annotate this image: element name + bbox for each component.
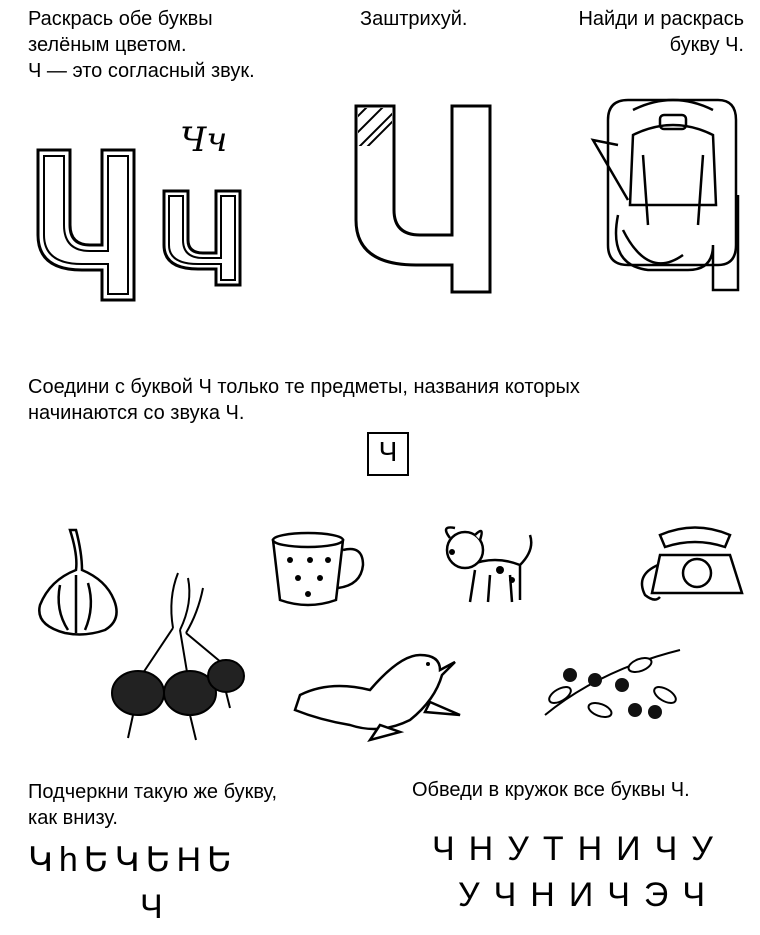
- task3-instruction-line1: Найди и раскрась: [578, 8, 744, 30]
- hatch-letter-che[interactable]: [350, 100, 510, 300]
- task4-instruction-line1: Соедини с буквой Ч только те предметы, названия которых: [28, 376, 580, 398]
- task5-instruction-line2: как внизу.: [28, 807, 118, 829]
- dog-picture[interactable]: [440, 520, 540, 610]
- hidden-letter-picture[interactable]: [588, 95, 758, 295]
- telephone-picture[interactable]: [630, 525, 750, 605]
- letter-box[interactable]: Ч: [367, 432, 409, 476]
- task1-instruction-line3: Ч — это согласный звук.: [28, 60, 255, 82]
- cup-picture[interactable]: [268, 530, 368, 610]
- task6-letter-row-2[interactable]: УЧНИЧЭЧ: [458, 876, 720, 914]
- task5-letter-row[interactable]: ԿhԵԿԵHԵ: [28, 841, 238, 879]
- task6-instruction: Обведи в кружок все буквы Ч.: [412, 779, 690, 801]
- task2-instruction: Заштрихуй.: [360, 8, 468, 30]
- blueberries-picture[interactable]: [540, 640, 690, 730]
- task1-instruction-line2: зелёным цветом.: [28, 34, 187, 56]
- task3-instruction-line2: букву Ч.: [669, 34, 744, 56]
- seal-picture[interactable]: [290, 640, 470, 740]
- task6-letter-row-1[interactable]: ЧНУТНИЧУ: [432, 830, 727, 868]
- task5-instruction-line1: Подчеркни такую же букву,: [28, 781, 278, 803]
- task5-sample-letter: Ч: [140, 888, 177, 926]
- garlic-picture[interactable]: [30, 525, 120, 635]
- task4-instruction-line2: начинаются со звука Ч.: [28, 402, 245, 424]
- beets-picture[interactable]: [108, 568, 248, 748]
- cursive-letter-che: Чч: [180, 120, 228, 160]
- task1-instruction-line1: Раскрась обе буквы: [28, 8, 213, 30]
- outline-letter-che-small[interactable]: [158, 185, 258, 295]
